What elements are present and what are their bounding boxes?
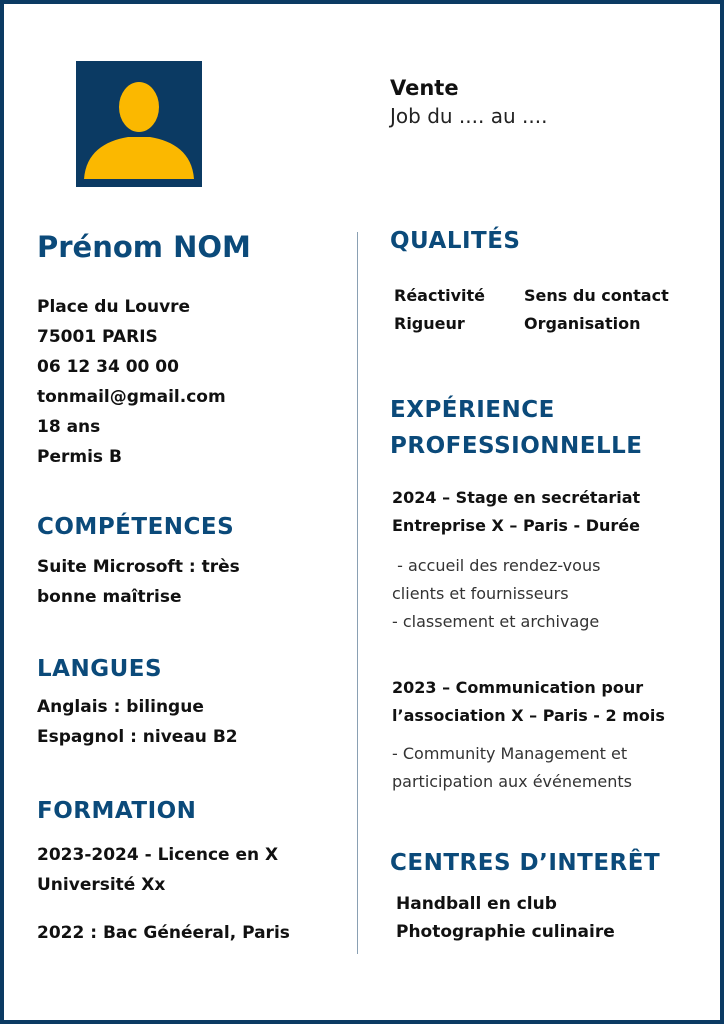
- license-line: Permis B: [37, 447, 122, 467]
- experience-title: 2024 – Stage en secrétariat: [392, 488, 641, 507]
- formation-line: Université Xx: [37, 875, 166, 895]
- experience-detail-line: participation aux événements: [392, 772, 633, 791]
- formation-list: [37, 840, 337, 948]
- address-line: Place du Louvre: [37, 297, 191, 317]
- interest-item: Handball en club: [396, 894, 557, 914]
- column-divider: [357, 232, 358, 954]
- experience-detail-line: - Community Management et: [392, 744, 628, 763]
- formation-line: 2023-2024 - Licence en X: [37, 845, 279, 865]
- profile-photo: [76, 61, 202, 187]
- job-header: [390, 74, 547, 130]
- experience-detail-line: - classement et archivage: [392, 612, 600, 631]
- formation-heading: FORMATION: [37, 798, 197, 824]
- contact-block: [37, 292, 337, 472]
- quality-item: Sens du contact: [524, 286, 669, 305]
- competences-list: [37, 552, 337, 612]
- langues-list: [37, 692, 337, 752]
- left-column: [37, 226, 337, 948]
- email-line: tonmail@gmail.com: [37, 387, 226, 407]
- competence-line: bonne maîtrise: [37, 587, 182, 607]
- qualites-grid: [394, 282, 715, 338]
- langues-heading: LANGUES: [37, 656, 163, 682]
- competence-line: Suite Microsoft : très: [37, 557, 240, 577]
- experience-item: [392, 484, 715, 636]
- user-silhouette-icon: [76, 61, 202, 187]
- quality-item: Réactivité: [394, 286, 485, 305]
- interest-item: Photographie culinaire: [396, 922, 615, 942]
- qualites-heading: QUALITÉS: [390, 228, 521, 254]
- quality-item: Organisation: [524, 314, 641, 333]
- phone-line: 06 12 34 00 00: [37, 357, 179, 377]
- experience-details: [392, 740, 715, 796]
- right-column: [390, 226, 715, 946]
- formation-line: 2022 : Bac Généeral, Paris: [37, 923, 290, 943]
- experience-detail-line: clients et fournisseurs: [392, 584, 569, 603]
- experience-heading: [390, 392, 715, 464]
- experience-detail-line: - accueil des rendez-vous: [392, 556, 601, 575]
- competences-heading: COMPÉTENCES: [37, 514, 235, 540]
- experience-item: [392, 674, 715, 796]
- experience-heading-line2: PROFESSIONNELLE: [390, 433, 643, 459]
- person-name: Prénom NOM: [37, 230, 251, 264]
- experience-subtitle: Entreprise X – Paris - Durée: [392, 516, 640, 535]
- language-line: Espagnol : niveau B2: [37, 727, 238, 747]
- interets-heading: CENTRES D’INTERÊT: [390, 850, 661, 876]
- experience-title: 2023 – Communication pour: [392, 678, 644, 697]
- age-line: 18 ans: [37, 417, 101, 437]
- quality-item: Rigueur: [394, 314, 465, 333]
- city-line: 75001 PARIS: [37, 327, 158, 347]
- experience-subtitle: l’association X – Paris - 2 mois: [392, 706, 665, 725]
- job-dates: Job du .... au ....: [390, 104, 548, 128]
- language-line: Anglais : bilingue: [37, 697, 204, 717]
- experience-details: [392, 552, 715, 636]
- job-title: Vente: [390, 76, 459, 100]
- interets-list: [396, 890, 715, 946]
- experience-heading-line1: EXPÉRIENCE: [390, 397, 555, 423]
